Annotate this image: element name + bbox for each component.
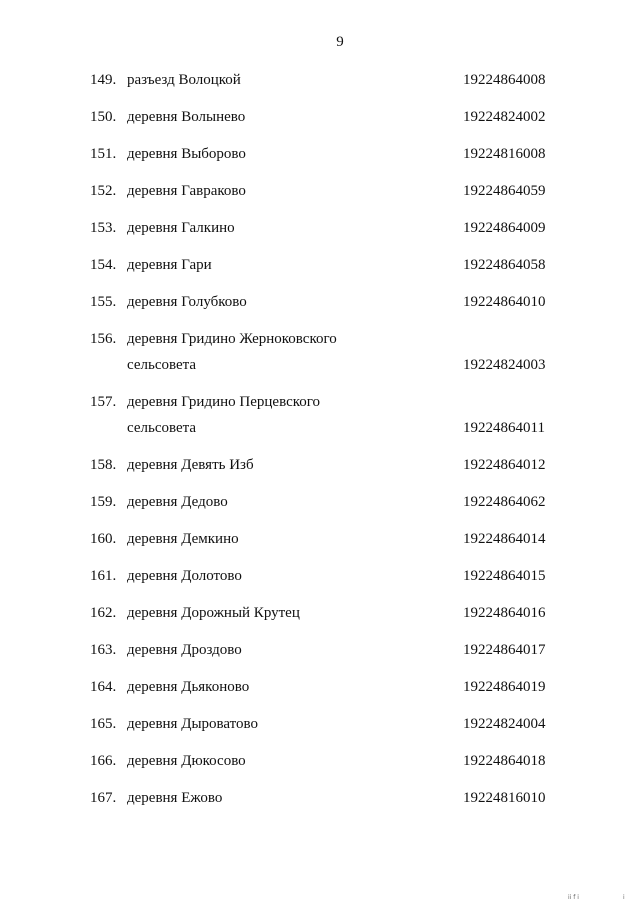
item-name: деревня Дроздово — [127, 642, 242, 658]
item-name: деревня Выборово — [127, 146, 246, 162]
list-item — [0, 749, 640, 786]
list-item — [0, 105, 640, 142]
item-code: 19224864011 — [463, 420, 545, 436]
item-code: 19224824002 — [463, 109, 546, 125]
item-name: деревня Демкино — [127, 531, 239, 547]
item-name: деревня Дюкосово — [127, 753, 246, 769]
list-item — [0, 68, 640, 105]
list-item — [0, 564, 640, 601]
list-item — [0, 675, 640, 712]
item-code: 19224864016 — [463, 605, 546, 621]
footer-mark: ii f i — [568, 894, 579, 901]
settlement-list — [0, 68, 640, 823]
item-name: деревня Галкино — [127, 220, 235, 236]
item-code: 19224864059 — [463, 183, 546, 199]
item-name: деревня Дедово — [127, 494, 228, 510]
item-code: 19224864058 — [463, 257, 546, 273]
item-name: деревня Долотово — [127, 568, 242, 584]
item-code: 19224864010 — [463, 294, 546, 310]
item-number: 161. — [90, 568, 117, 584]
item-name-line2: сельсовета — [127, 357, 197, 373]
item-number: 153. — [90, 220, 117, 236]
list-item — [0, 786, 640, 823]
list-item — [0, 390, 640, 453]
list-item — [0, 216, 640, 253]
item-code: 19224824004 — [463, 716, 546, 732]
item-code: 19224864018 — [463, 753, 546, 769]
item-name: деревня Волынево — [127, 109, 246, 125]
list-item — [0, 253, 640, 290]
list-item — [0, 490, 640, 527]
item-number: 156. — [90, 331, 117, 347]
item-code: 19224864012 — [463, 457, 546, 473]
item-number: 149. — [90, 72, 117, 88]
page-number: 9 — [336, 34, 344, 50]
list-item — [0, 179, 640, 216]
item-number: 152. — [90, 183, 117, 199]
footer-dot: i — [623, 894, 625, 901]
item-code: 19224864019 — [463, 679, 546, 695]
item-code: 19224864017 — [463, 642, 546, 658]
item-number: 160. — [90, 531, 117, 547]
item-code: 19224816010 — [463, 790, 546, 806]
item-number: 167. — [90, 790, 117, 806]
item-number: 157. — [90, 394, 117, 410]
item-name: деревня Гари — [127, 257, 212, 273]
list-item — [0, 290, 640, 327]
item-name — [127, 326, 447, 378]
item-code: 19224864009 — [463, 220, 546, 236]
item-name: деревня Голубково — [127, 294, 247, 310]
item-number: 166. — [90, 753, 117, 769]
item-code: 19224864062 — [463, 494, 546, 510]
item-code: 19224824003 — [463, 357, 546, 373]
item-name: деревня Дорожный Крутец — [127, 605, 300, 621]
item-code: 19224864008 — [463, 72, 546, 88]
item-number: 164. — [90, 679, 117, 695]
item-code: 19224816008 — [463, 146, 546, 162]
item-name: деревня Девять Изб — [127, 457, 254, 473]
item-name — [127, 389, 447, 441]
item-name-line1: деревня Гридино Жерноковского — [127, 331, 337, 347]
list-item — [0, 453, 640, 490]
item-name-line2: сельсовета — [127, 420, 197, 436]
list-item — [0, 327, 640, 390]
item-number: 158. — [90, 457, 117, 473]
item-number: 155. — [90, 294, 117, 310]
item-name: деревня Ежово — [127, 790, 223, 806]
item-number: 154. — [90, 257, 117, 273]
item-name: деревня Гавраково — [127, 183, 246, 199]
item-code: 19224864014 — [463, 531, 546, 547]
item-number: 163. — [90, 642, 117, 658]
item-number: 159. — [90, 494, 117, 510]
item-number: 150. — [90, 109, 117, 125]
item-name-line1: деревня Гридино Перцевского — [127, 394, 321, 410]
item-name: деревня Дыроватово — [127, 716, 259, 732]
list-item — [0, 527, 640, 564]
item-number: 162. — [90, 605, 117, 621]
item-name: разъезд Волоцкой — [127, 72, 241, 88]
list-item — [0, 601, 640, 638]
list-item — [0, 712, 640, 749]
item-number: 151. — [90, 146, 117, 162]
item-code: 19224864015 — [463, 568, 546, 584]
item-name: деревня Дьяконово — [127, 679, 250, 695]
list-item — [0, 142, 640, 179]
item-number: 165. — [90, 716, 117, 732]
list-item — [0, 638, 640, 675]
